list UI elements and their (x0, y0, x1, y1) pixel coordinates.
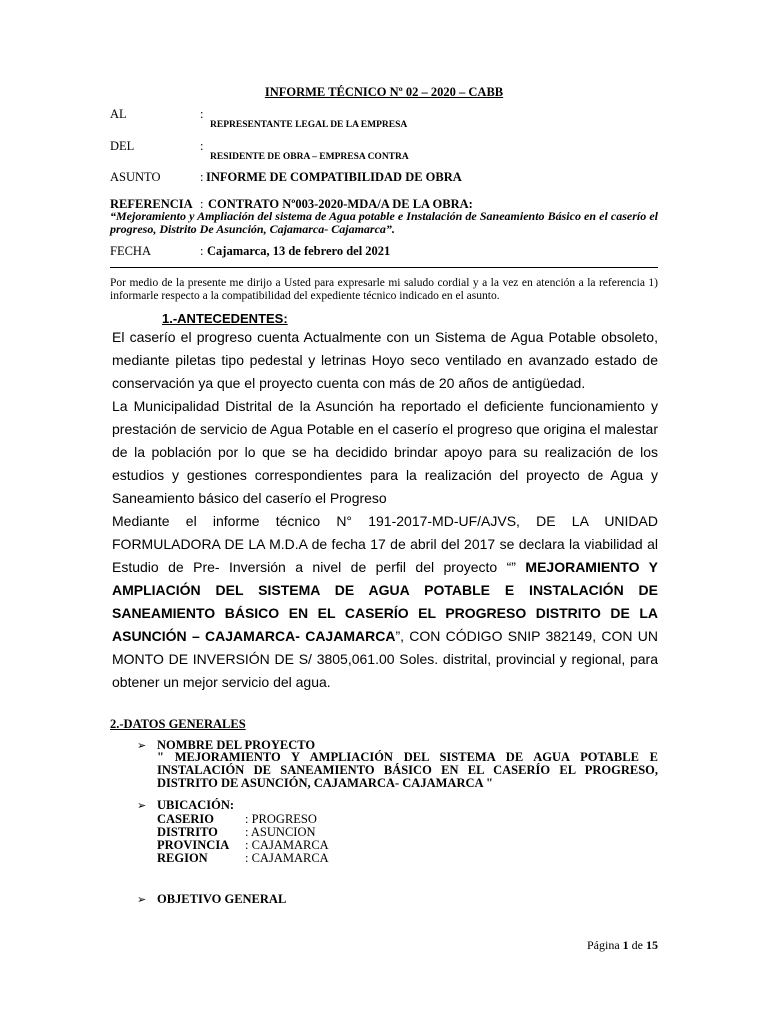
page-mid: de (628, 938, 646, 952)
arrow-bullet-icon: ➢ (137, 740, 147, 752)
intro-paragraph: Por medio de la presente me dirijo a Usted para expresarle mi saludo cordial y a la vez en atención a la referencia 1) informarle respecto a la compatibilidad del expediente técnico indicado en el asunto. (110, 277, 658, 302)
asunto-label: ASUNTO (110, 170, 161, 184)
page-prefix: Página (587, 938, 623, 952)
ubicacion-label: UBICACIÓN: (157, 798, 235, 812)
paragraph-3-end: ”, CON CÓDIGO SNIP 382149, CON UN MONTO DE INVERSIÓN DE S/ 3805,061.00 Soles. distrital, provincial y regional, para obtener un mejor servicio del agua. (112, 628, 658, 690)
fecha-colon: : (200, 244, 204, 258)
referencia-colon: : (200, 197, 204, 211)
document-title: INFORME TÉCNICO Nº 02 – 2020 – CABB (264, 85, 504, 99)
fecha-value: Cajamarca, 13 de febrero del 2021 (207, 244, 391, 258)
header-divider (110, 267, 658, 268)
ubicacion-key-region: REGION (157, 851, 208, 865)
fecha-label: FECHA (110, 244, 151, 258)
referencia-description: “Mejoramiento y Ampliación del sistema de Agua potable e Instalación de Saneamiento Básico en el caserío el progreso, Distrito De Asunción, Cajamarca- Cajamarca”. (110, 209, 658, 236)
referencia-value: CONTRATO Nº003-2020-MDA/A DE LA OBRA: (208, 197, 473, 211)
ubicacion-value-caserio: : PROGRESO (245, 812, 317, 826)
referencia-label: REFERENCIA (110, 197, 193, 211)
page-number (587, 938, 658, 953)
ubicacion-value-provincia: : CAJAMARCA (245, 838, 329, 852)
antecedentes-paragraph-3 (112, 510, 658, 694)
nombre-proyecto-value: " MEJORAMIENTO Y AMPLIACIÓN DEL SISTEMA DE AGUA POTABLE E INSTALACIÓN DE SANEAMIENTO BÁSICO EN EL CASERÍO EL PROGRESO, DISTRITO DE ASUNCIÓN, CAJAMARCA- CAJAMARCA " (157, 750, 658, 790)
page-total: 15 (646, 938, 658, 952)
objetivo-general-label: OBJETIVO GENERAL (157, 892, 287, 906)
arrow-bullet-icon: ➢ (137, 800, 147, 812)
ubicacion-key-distrito: DISTRITO (157, 825, 218, 839)
al-value: REPRESENTANTE LEGAL DE LA EMPRESA (210, 120, 408, 130)
asunto-colon: : (200, 170, 204, 184)
ubicacion-value-region: : CAJAMARCA (245, 851, 329, 865)
ubicacion-value-distrito: : ASUNCION (245, 825, 316, 839)
antecedentes-body (112, 326, 658, 694)
al-label: AL (110, 107, 127, 121)
del-value: RESIDENTE DE OBRA – EMPRESA CONTRA (210, 152, 409, 162)
ubicacion-key-provincia: PROVINCIA (157, 838, 230, 852)
antecedentes-paragraph-1: El caserío el progreso cuenta Actualmente con un Sistema de Agua Potable obsoleto, mediante piletas tipo pedestal y letrinas Hoyo seco ventilado en avanzado estado de conservación ya que el proyecto cuenta con más de 20 años de antigüedad. (112, 329, 658, 391)
section-antecedentes-heading: 1.-ANTECEDENTES: (162, 311, 288, 326)
page-current: 1 (622, 938, 629, 952)
paragraph-3-start: Mediante el informe técnico N° 191-2017-MD-UF/AJVS, DE LA UNIDAD FORMULADORA DE LA M.D.A de fecha 17 de abril del 2017 se declara la viabilidad al Estudio de Pre- Inversión a nivel de perfil del proyecto “” (112, 513, 658, 575)
asunto-value: INFORME DE COMPATIBILIDAD DE OBRA (206, 170, 462, 184)
del-label: DEL (110, 139, 135, 153)
antecedentes-paragraph-2: La Municipalidad Distrital de la Asunción ha reportado el deficiente funcionamiento y prestación de servicio de Agua Potable en el caserío el progreso que origina el malestar de la población por lo que se ha decidido brindar apoyo para su realización de los estudios y gestiones correspondientes para la realización del proyecto de Agua y Saneamiento básico del caserío el Progreso (112, 398, 658, 506)
ubicacion-key-caserio: CASERIO (157, 812, 214, 826)
section-datos-generales-heading: 2.-DATOS GENERALES (110, 717, 246, 731)
arrow-bullet-icon: ➢ (137, 894, 147, 906)
project-name-bold: MEJORAMIENTO Y AMPLIACIÓN DEL SISTEMA DE AGUA POTABLE E INSTALACIÓN DE SANEAMIENTO BÁSICO EN EL CASERÍO EL PROGRESO DISTRITO DE LA ASUNCIÓN – CAJAMARCA- CAJAMARCA (112, 559, 659, 644)
nombre-proyecto-label: NOMBRE DEL PROYECTO (157, 738, 316, 752)
del-colon: : (200, 139, 204, 153)
al-colon: : (200, 107, 204, 121)
